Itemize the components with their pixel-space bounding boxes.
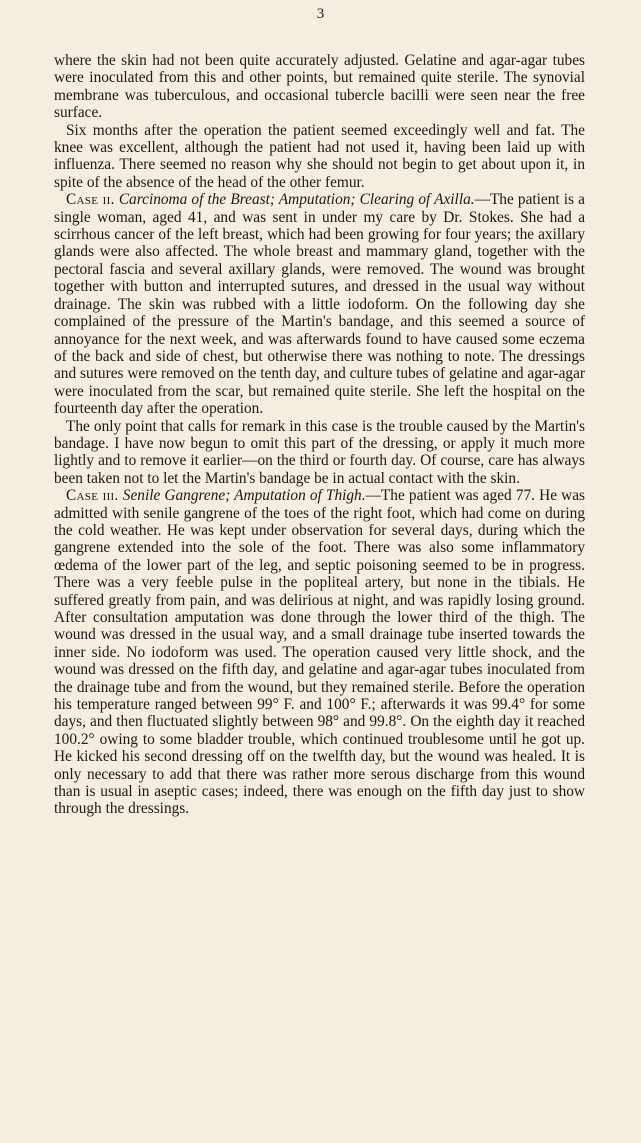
body-text <box>54 52 585 818</box>
case-title: Carcinoma of the Breast; Amputation; Clearing of Axilla. <box>118 191 475 209</box>
paragraph-1: where the skin had not been quite accurately adjusted. Gelatine and agar-agar tubes were inoculated from this and other points, but remained quite sterile. The synovial membrane was tuberculous, and occasional tubercle bacilli were seen near the free surface. <box>54 52 585 122</box>
paragraph-2: Six months after the operation the patient seemed exceedingly well and fat. The knee was excellent, although the patient had not used it, having been laid up with influenza. There seemed no reason why she should not begin to get about upon it, in spite of the absence of the head of the other femur. <box>54 121 585 191</box>
case-title: Senile Gangrene; Amputation of Thigh. <box>122 487 366 505</box>
paragraph-case-2 <box>54 191 585 417</box>
paragraph-4: The only point that calls for remark in this case is the trouble caused by the Martin's bandage. I have now begun to omit this part of the dressing, or apply it much more lightly and to remove it earlier—on the third or fourth day. Of course, care has always been taken not to let the Martin's bandage be in actual contact with the skin. <box>54 417 585 487</box>
case-text: —The patient was aged 77. He was admitted with senile gangrene of the toes of the right foot, which had come on during the cold weather. He was kept under observation for several days, during which the gangrene extended into the sole of the foot. There was also some inflammatory œdema of the lower part of the leg, and septic poisoning seemed to be in progress. There was a very feeble pulse in the popliteal artery, but none in the tibials. He suffered greatly from pain, and was delirious at night, and was rapidly losing ground. After consultation amputation was done through the lower third of the thigh. The wound was dressed in the usual way, and a small drainage tube inserted towards the inner side. No iodoform was used. The operation caused very little shock, and the wound was dressed on the fifth day, and gelatine and agar-agar tubes inoculated from the drainage tube and from the wound, but they remained sterile. Before the operation his temperature ranged between 99° F. and 100° F.; afterwards it was 99.4° for some days, and then fluctuated slightly between 98° and 99.8°. On the eighth day it reached 100.2° owing to some bladder trouble, which continued troublesome until he got up. He kicked his second dressing off on the twelfth day, but the wound was healed. It is only necessary to add that there was rather more serous discharge from this wound than is usual in aseptic cases; indeed, there was enough on the fifth day just to show through the dressings. <box>54 487 585 818</box>
paragraph-case-3 <box>54 487 585 818</box>
case-number: Case ii. <box>66 191 115 209</box>
case-number: Case iii. <box>66 487 119 505</box>
case-text: —The patient is a single woman, aged 41, and was sent in under my care by Dr. Stokes. She had a scirrhous cancer of the left breast, which had been growing for four years; the axillary glands were also affected. The whole breast and mammary gland, together with the pectoral fascia and several axillary glands, were removed. The wound was brought together with button and interrupted sutures, and dressed in the usual way without drainage. The skin was rubbed with a little iodoform. On the following day she complained of the pressure of the Martin's bandage, and this seemed a source of annoyance for the next week, and was afterwards found to have caused some eczema of the back and side of chest, but otherwise there was nothing to note. The dressings and sutures were removed on the tenth day, and culture tubes of gelatine and agar-agar were inoculated from the scar, but remained quite sterile. She left the hospital on the fourteenth day after the operation. <box>54 191 585 418</box>
page-number: 3 <box>316 6 325 22</box>
